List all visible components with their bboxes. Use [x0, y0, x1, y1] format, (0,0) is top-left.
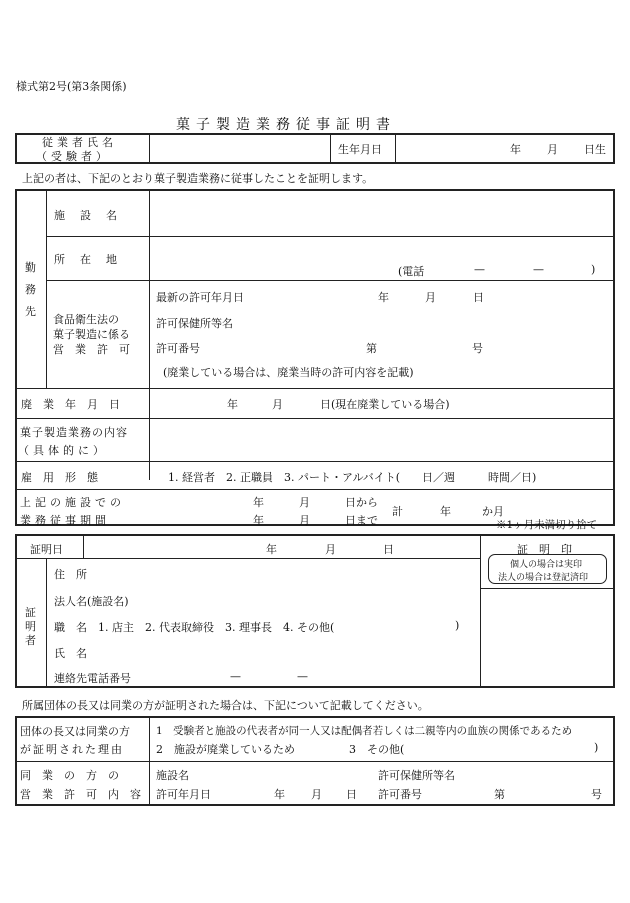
applicant-label-1: 従業者氏名 — [42, 136, 117, 149]
permit-no-go: 号 — [472, 342, 483, 355]
permit-label-1: 食品衛生法の — [53, 313, 119, 326]
certifier-name-label: 氏 名 — [54, 647, 87, 660]
health-center-label: 許可保健所等名 — [156, 317, 233, 330]
period-from-month: 月 — [299, 496, 310, 509]
workplace-side-3: 先 — [25, 305, 36, 318]
group-reason-2[interactable]: 2 施設が廃業しているため — [156, 743, 295, 756]
peer-permit-month: 月 — [311, 788, 322, 801]
birth-month: 月 — [547, 143, 558, 156]
peer-permit-no: 許可番号 — [378, 788, 422, 801]
page-title: 菓子製造業務従事証明書 — [176, 117, 396, 133]
certifier-position-label[interactable]: 職 名 1. 店主 2. 代表取締役 3. 理事長 4. その他( — [54, 621, 335, 634]
location-label: 所 在 地 — [54, 253, 119, 266]
peer-label-2: 営 業 許 可 内 容 — [20, 788, 141, 801]
facility-name-field[interactable] — [151, 191, 613, 235]
certifier-phone-dash-2: — — [297, 670, 308, 683]
cert-date-day: 日 — [383, 543, 394, 556]
period-note: ※1ヶ月未満切り捨て — [496, 519, 598, 531]
location-phone-close: ) — [591, 263, 596, 276]
applicant-name-field[interactable] — [151, 135, 328, 162]
closure-day-note: 日(現在廃業している場合) — [320, 398, 450, 411]
work-content-field[interactable] — [151, 420, 613, 460]
peer-facility-name: 施設名 — [156, 769, 189, 782]
period-from-year: 年 — [253, 496, 264, 509]
workplace-side-2: 務 — [25, 283, 36, 296]
certifier-side-2: 明 — [25, 620, 36, 633]
latest-permit-month: 月 — [425, 291, 436, 304]
period-total: 計 — [392, 505, 403, 518]
seal-note-2: 法人の場合は登記済印 — [498, 573, 589, 583]
group-reason-3-close: ) — [594, 741, 599, 754]
birth-year: 年 — [510, 143, 521, 156]
group-reason-label-1: 団体の長又は同業の方 — [20, 725, 130, 738]
peer-permit-year: 年 — [274, 788, 285, 801]
employment-options[interactable]: 1. 経営者 2. 正職員 3. パート・アルバイト( 日／週 時間／日) — [168, 471, 537, 484]
period-label-2: 業務従事期間 — [20, 514, 110, 527]
peer-permit-date: 許可年月日 — [156, 788, 211, 801]
birth-label: 生年月日 — [338, 143, 382, 156]
period-to-month: 月 — [299, 514, 310, 527]
permit-label-3: 営 業 許 可 — [53, 343, 130, 356]
closure-month: 月 — [272, 398, 283, 411]
certify-sentence: 上記の者は、下記のとおり菓子製造業務に従事したことを証明します。 — [22, 172, 374, 185]
facility-name-label: 施 設 名 — [54, 209, 119, 222]
permit-no-dai: 第 — [366, 342, 377, 355]
peer-health-center: 許可保健所等名 — [378, 769, 455, 782]
period-to-suffix: 日まで — [345, 514, 378, 527]
closed-note: (廃業している場合は、廃業当時の許可内容を記載) — [163, 366, 414, 379]
latest-permit-date-label: 最新の許可年月日 — [156, 291, 244, 304]
seal-area[interactable] — [482, 590, 613, 686]
closure-label: 廃 業 年 月 日 — [21, 398, 120, 411]
group-reason-label-2: が証明された理由 — [20, 743, 124, 756]
location-phone-label: (電話 — [398, 265, 425, 278]
group-reason-3[interactable]: 3 その他( — [349, 743, 405, 756]
period-to-year: 年 — [253, 514, 264, 527]
location-phone-dash-1: — — [474, 263, 485, 276]
peer-permit-dai: 第 — [494, 788, 505, 801]
closure-year: 年 — [227, 398, 238, 411]
employment-label: 雇 用 形 態 — [21, 471, 98, 484]
certifier-corp-label: 法人名(施設名) — [54, 595, 129, 608]
group-sentence: 所属団体の長又は同業の方が証明された場合は、下記について記載してください。 — [22, 699, 429, 712]
certifier-phone-dash-1: — — [230, 670, 241, 683]
workplace-side-1: 勤 — [25, 261, 36, 274]
cert-date-label: 証明日 — [30, 543, 63, 556]
period-total-month: か月 — [482, 505, 504, 518]
certifier-phone-label: 連絡先電話番号 — [54, 672, 131, 685]
work-content-label-1: 菓子製造業務の内容 — [20, 426, 128, 439]
peer-label-1: 同 業 の 方 の — [20, 769, 119, 782]
permit-label-2: 菓子製造に係る — [53, 328, 130, 341]
latest-permit-year: 年 — [378, 291, 389, 304]
period-from-suffix: 日から — [345, 496, 378, 509]
certifier-side-3: 者 — [25, 634, 36, 647]
birth-day: 日生 — [584, 143, 606, 156]
peer-permit-go: 号 — [591, 788, 602, 801]
seal-title: 証 明 印 — [517, 543, 572, 556]
certifier-address-label: 住 所 — [54, 568, 87, 581]
period-total-year: 年 — [440, 505, 451, 518]
peer-permit-day: 日 — [346, 788, 357, 801]
work-content-label-2: （具体的に） — [18, 444, 108, 457]
permit-no-label: 許可番号 — [156, 342, 200, 355]
period-label-1: 上記の施設での — [20, 496, 125, 509]
certifier-side-1: 証 — [25, 606, 36, 619]
form-number: 様式第2号(第3条関係) — [16, 80, 127, 93]
seal-note-1: 個人の場合は実印 — [510, 560, 583, 570]
cert-date-year: 年 — [266, 543, 277, 556]
location-phone-dash-2: — — [533, 263, 544, 276]
group-reason-1[interactable]: 1 受験者と施設の代表者が同一人又は配偶者若しくは二親等内の血族の関係であるため — [156, 725, 573, 737]
cert-date-month: 月 — [325, 543, 336, 556]
applicant-label-2: （受験者） — [36, 150, 111, 163]
certifier-position-close: ) — [455, 619, 460, 632]
latest-permit-day: 日 — [473, 291, 484, 304]
